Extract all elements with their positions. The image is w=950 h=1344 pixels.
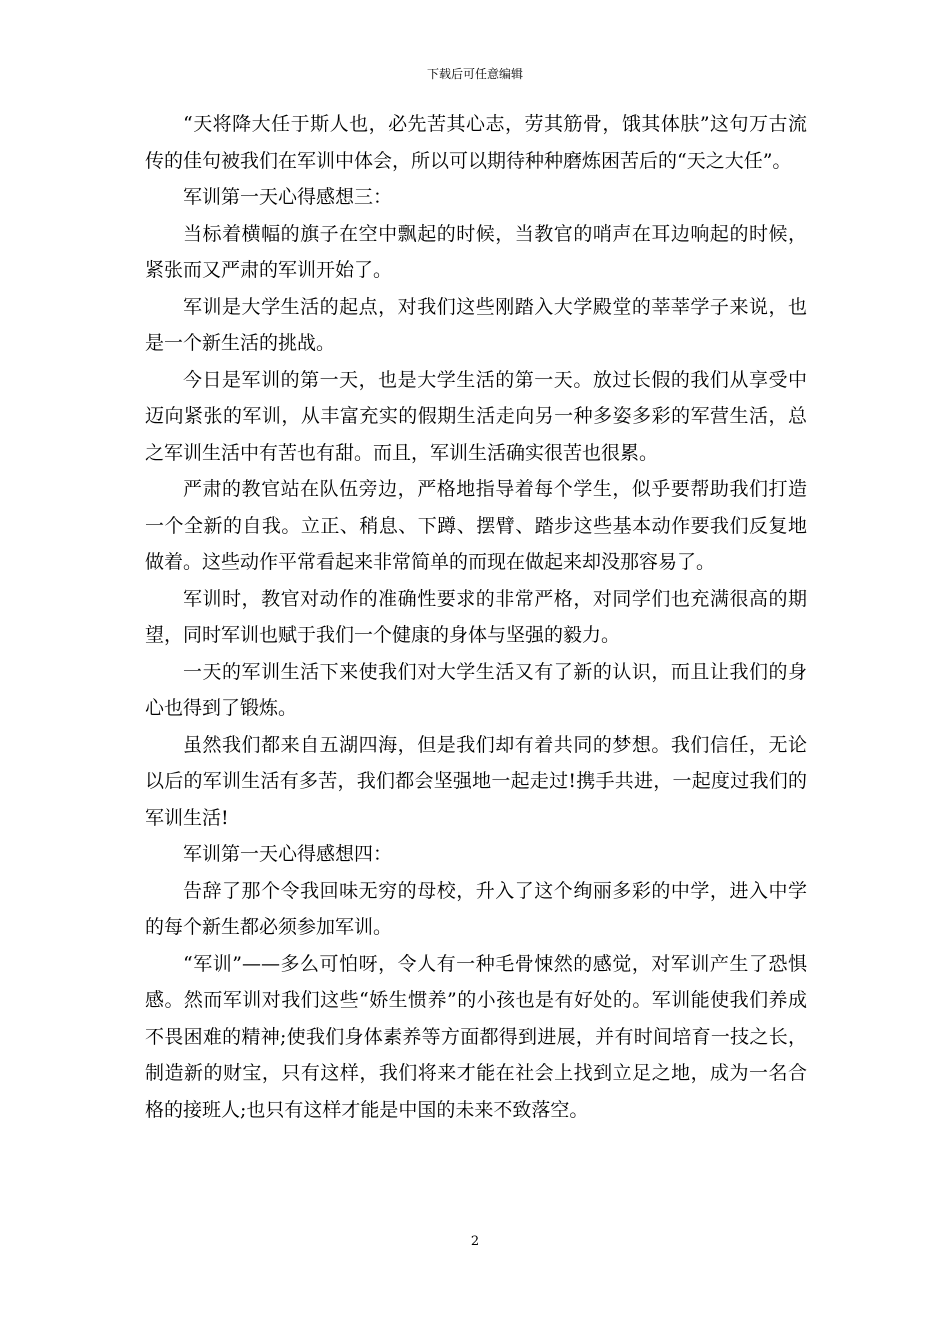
paragraph: “天将降大任于斯人也，必先苦其心志，劳其筋骨，饿其体肤”这句万古流传的佳句被我们在军训中体会，所以可以期待种种磨炼困苦后的“天之大任”。 — [145, 113, 807, 172]
paragraph: 严肃的教官站在队伍旁边，严格地指导着每个学生，似乎要帮助我们打造一个全新的自我。立正、稍息、下蹲、摆臂、踏步这些基本动作要我们反复地做着。这些动作平常看起来非常简单的而现在做起来却没那容易了。 — [145, 478, 807, 573]
document-body — [145, 106, 807, 1128]
paragraph: 今日是军训的第一天，也是大学生活的第一天。放过长假的我们从享受中迈向紧张的军训，从丰富充实的假期生活走向另一种多姿多彩的军营生活，总之军训生活中有苦也有甜。而且，军训生活确实很苦也很累。 — [145, 368, 807, 464]
paragraph: 军训时，教官对动作的准确性要求的非常严格，对同学们也充满很高的期望，同时军训也赋于我们一个健康的身体与坚强的毅力。 — [145, 587, 807, 646]
paragraph: 虽然我们都来自五湖四海，但是我们却有着共同的梦想。我们信任，无论以后的军训生活有多苦，我们都会坚强地一起走过!携手共进，一起度过我们的军训生活! — [145, 733, 807, 829]
paragraph: 告辞了那个令我回味无穷的母校，升入了这个绚丽多彩的中学，进入中学的每个新生都必须参加军训。 — [145, 879, 807, 938]
paragraph: “军训”——多么可怕呀，令人有一种毛骨悚然的感觉，对军训产生了恐惧感。然而军训对我们这些“娇生惯养”的小孩也是有好处的。军训能使我们养成不畏困难的精神;使我们身体素养等方面都得到进展，并有时间培育一技之长，制造新的财宝，只有这样，我们将来才能在社会上找到立足之地，成为一名合格的接班人;也只有这样才能是中国的未来不致落空。 — [145, 952, 807, 1121]
page-header: 下载后可任意编辑 — [426, 67, 523, 81]
page-number: 2 — [470, 1234, 480, 1249]
section-heading: 军训第一天心得感想四： — [183, 843, 393, 865]
paragraph: 军训是大学生活的起点，对我们这些刚踏入大学殿堂的莘莘学子来说，也是一个新生活的挑战。 — [145, 295, 807, 354]
paragraph: 当标着横幅的旗子在空中飘起的时候，当教官的哨声在耳边响起的时候，紧张而又严肃的军训开始了。 — [145, 222, 807, 281]
section-heading: 军训第一天心得感想三： — [183, 186, 393, 208]
paragraph: 一天的军训生活下来使我们对大学生活又有了新的认识，而且让我们的身心也得到了锻炼。 — [145, 660, 807, 719]
